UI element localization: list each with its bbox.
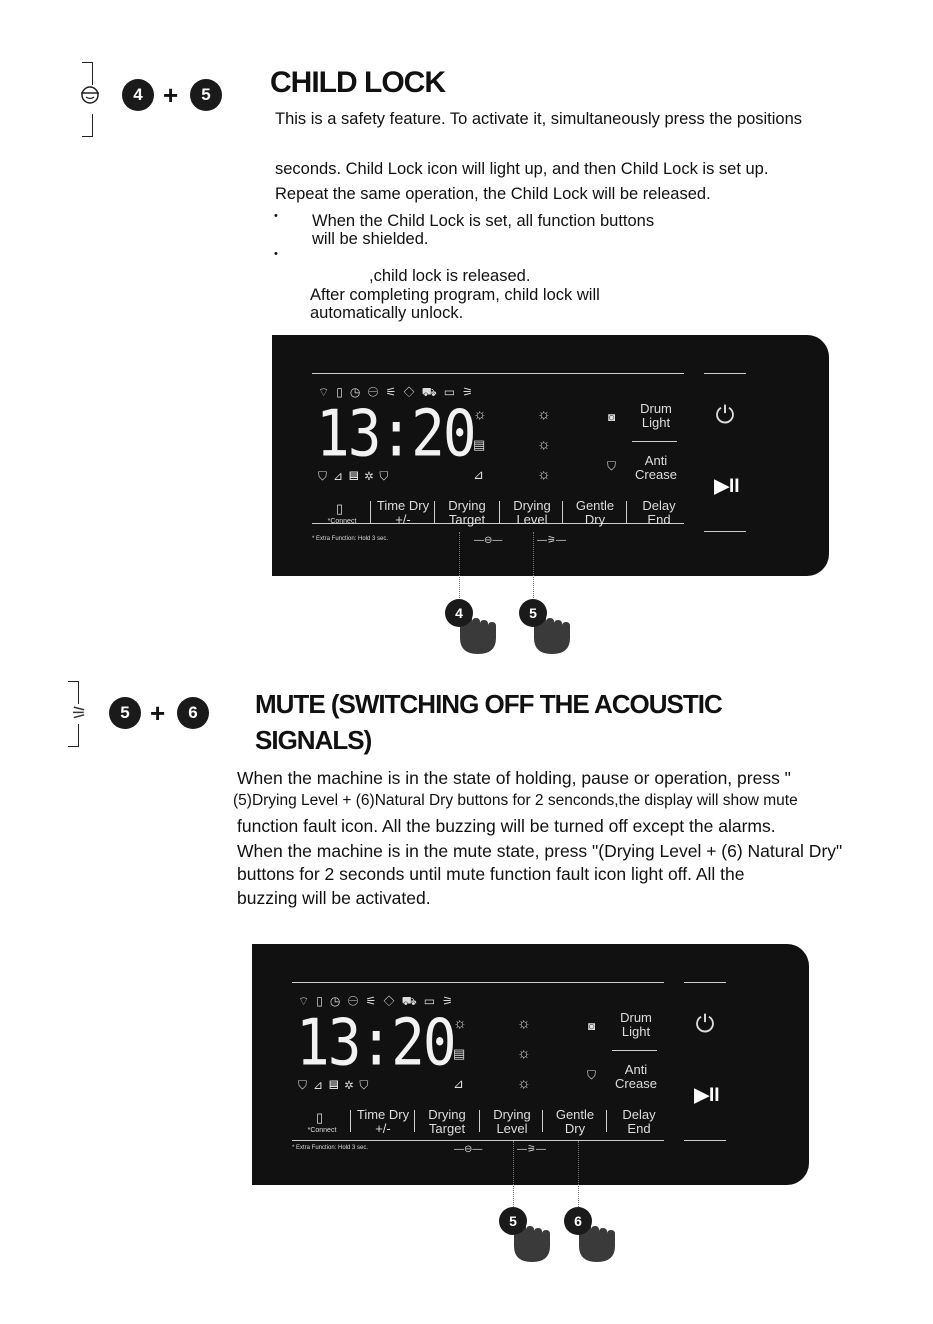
program-icons-row: ⛉⊿▤✲⛉ [318, 469, 395, 483]
delay-end-button[interactable]: Delay End [642, 498, 676, 527]
drying-target-button[interactable]: Drying Target [448, 498, 486, 527]
gentle-dry-button[interactable]: Gentle Dry [575, 498, 615, 527]
child-lock-indicator: —⊖— [474, 535, 503, 546]
bullet1-line-b: will be shielded. [312, 230, 429, 248]
badge-6: 6 [177, 697, 209, 729]
dryer-icon: ▤ [473, 437, 486, 452]
badge-4: 4 [122, 79, 154, 111]
bracket-bottom [68, 724, 79, 747]
status-icons-row: ⌔▯◷⊖⚟◇⛟▭⚞ [298, 994, 460, 1008]
anti-crease-label[interactable]: Anti Crease [615, 1062, 657, 1091]
bullet1-line-a: When the Child Lock is set, all function buttons [312, 212, 655, 230]
time-dry-button[interactable]: Time Dry +/- [376, 498, 430, 527]
sun-icon: ☼ [517, 1045, 531, 1062]
mute-indicator: —⚞— [537, 535, 566, 546]
bullet-marker-2: • [274, 248, 278, 260]
connect-label: *Connect [307, 1127, 337, 1134]
extra-function-note: * Extra Function: Hold 3 sec. [292, 1145, 369, 1151]
program-icons-row: ⛉⊿▤✲⛉ [298, 1078, 375, 1092]
sun-icon: ☼ [473, 406, 487, 423]
bullet2-line-a: ,child lock is released. [369, 267, 531, 285]
sun-icon: ☼ [517, 1015, 531, 1032]
drum-light-icon: ◙ [588, 1019, 596, 1033]
bullet2-line-c: automatically unlock. [310, 304, 464, 322]
guide-line-6 [578, 1141, 579, 1211]
hand-badge-5: 5 [519, 599, 547, 627]
bullet-marker-1: • [274, 210, 278, 222]
time-display: 13:20 [316, 397, 475, 472]
mute-icon: ⚞ [71, 703, 88, 723]
mute-line2: (5)Drying Level + (6)Natural Dry buttons for 2 senconds,the display will show mute [233, 792, 798, 809]
drying-target-button[interactable]: Drying Target [428, 1107, 466, 1136]
plus-sign: + [150, 698, 166, 728]
anti-crease-label[interactable]: Anti Crease [635, 453, 677, 482]
sun-icon: ☼ [537, 406, 551, 423]
power-button[interactable]: ⏻ [715, 402, 735, 429]
delay-end-button[interactable]: Delay End [622, 1107, 656, 1136]
mute-title-line1: MUTE (SWITCHING OFF THE ACOUSTIC [255, 689, 722, 719]
time-display: 13:20 [296, 1006, 455, 1081]
mute-title-line2: SIGNALS) [255, 725, 372, 755]
start-pause-button[interactable]: ▶II [694, 1085, 720, 1106]
drum-light-icon: ◙ [608, 410, 616, 424]
sun-icon: ☼ [537, 436, 551, 453]
time-dry-button[interactable]: Time Dry +/- [356, 1107, 410, 1136]
guide-line-5 [513, 1141, 514, 1211]
power-button[interactable]: ⏻ [695, 1011, 715, 1038]
hand-badge-5: 5 [499, 1207, 527, 1235]
hand-badge-6: 6 [564, 1207, 592, 1235]
control-panel-2 [252, 944, 809, 1185]
child-lock-icon [79, 84, 101, 109]
mute-line1: When the machine is in the state of holding, pause or operation, press " [237, 768, 791, 788]
phone-icon: ▯ [316, 1110, 324, 1125]
badge-5: 5 [190, 79, 222, 111]
drying-level-button[interactable]: Drying Level [493, 1107, 531, 1136]
plus-sign: + [163, 80, 179, 110]
hand-badge-4: 4 [445, 599, 473, 627]
bracket-top [68, 681, 79, 704]
child-lock-line1: This is a safety feature. To activate it, simultaneously press the positions [275, 110, 803, 128]
bracket-top [82, 62, 93, 85]
mute-line6: buzzing will be activated. [237, 888, 431, 908]
guide-line-4 [459, 532, 460, 602]
iron-icon: ⊿ [473, 467, 484, 482]
connect-label: *Connect [327, 518, 357, 525]
mute-line5: buttons for 2 seconds until mute function fault icon light off. All the [237, 864, 745, 884]
child-lock-title: CHILD LOCK [270, 66, 445, 99]
badge-5: 5 [109, 697, 141, 729]
mute-indicator: —⚞— [517, 1144, 546, 1155]
iron-icon: ⊿ [453, 1076, 464, 1091]
shirt-icon: ⛉ [607, 459, 617, 473]
dryer-icon: ▤ [453, 1046, 466, 1061]
bracket-bottom [82, 114, 93, 137]
extra-function-note: * Extra Function: Hold 3 sec. [312, 536, 389, 542]
drum-light-label[interactable]: Drum Light [620, 1010, 652, 1039]
sun-icon: ☼ [453, 1015, 467, 1032]
sun-icon: ☼ [537, 466, 551, 483]
drum-light-label[interactable]: Drum Light [640, 401, 672, 430]
control-panel-1 [272, 335, 829, 576]
guide-line-5 [533, 532, 534, 602]
bullet2-line-b: After completing program, child lock will [310, 286, 600, 304]
child-lock-indicator: —⊖— [454, 1144, 483, 1155]
child-lock-line3: Repeat the same operation, the Child Lock will be released. [275, 185, 711, 203]
start-pause-button[interactable]: ▶II [714, 476, 740, 497]
gentle-dry-button[interactable]: Gentle Dry [555, 1107, 595, 1136]
drying-level-button[interactable]: Drying Level [513, 498, 551, 527]
phone-icon: ▯ [336, 501, 344, 516]
child-lock-line2: seconds. Child Lock icon will light up, and then Child Lock is set up. [275, 160, 769, 178]
shirt-icon: ⛉ [587, 1068, 597, 1082]
mute-line4: When the machine is in the mute state, press "(Drying Level + (6) Natural Dry" [237, 841, 843, 861]
status-icons-row: ⌔▯◷⊖⚟◇⛟▭⚞ [318, 385, 480, 399]
mute-line3: function fault icon. All the buzzing will be turned off except the alarms. [237, 816, 776, 836]
sun-icon: ☼ [517, 1075, 531, 1092]
